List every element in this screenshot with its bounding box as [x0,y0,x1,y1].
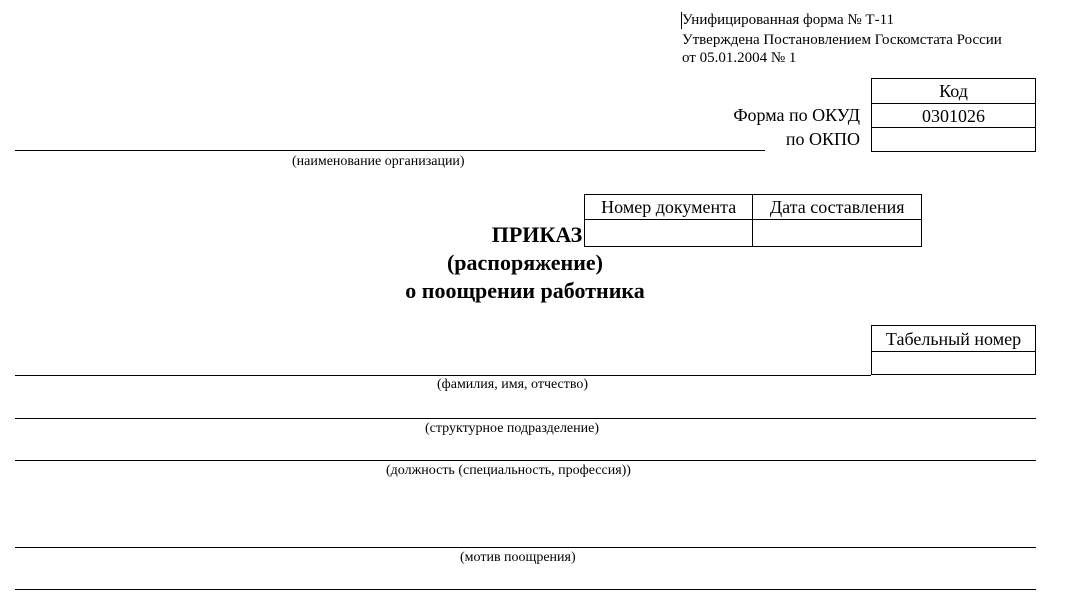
position-caption: (должность (специальность, профессия)) [386,463,631,478]
okpo-label: по ОКПО [785,129,860,149]
okud-label: Форма по ОКУД [733,105,860,125]
reward-reason-caption: (мотив поощрения) [460,550,576,565]
codes-table [871,78,1036,152]
form-approval-date: от 05.01.2004 № 1 [682,50,797,66]
code-header: Код [872,79,1036,104]
document-date-header: Дата составления [753,195,922,220]
okud-code-field[interactable]: 0301026 [872,104,1036,128]
organization-caption: (наименование организации) [292,154,465,169]
document-purpose: о поощрении работника [405,278,645,303]
employee-name-caption: (фамилия, имя, отчество) [437,377,589,392]
department-caption: (структурное подразделение) [425,421,600,436]
employee-name-field[interactable] [15,375,871,376]
document-date-field[interactable] [753,220,922,247]
reward-reason-field-continued[interactable] [15,589,1036,590]
form-name: Унифицированная форма № Т-11 [682,12,895,28]
organization-field[interactable] [15,150,765,151]
tab-number-field[interactable] [872,352,1036,375]
department-field[interactable] [15,418,1036,419]
document-title: ПРИКАЗ [491,222,583,247]
okpo-code-field[interactable] [872,128,1036,152]
reward-reason-field[interactable] [15,547,1036,548]
form-approval: Утверждена Постановлением Госкомстата России [682,32,1002,48]
tab-number-header: Табельный номер [872,326,1036,352]
position-field[interactable] [15,460,1036,461]
document-subtitle: (распоряжение) [446,250,603,275]
tab-number-table [871,325,1036,375]
document-number-header: Номер документа [585,195,753,220]
